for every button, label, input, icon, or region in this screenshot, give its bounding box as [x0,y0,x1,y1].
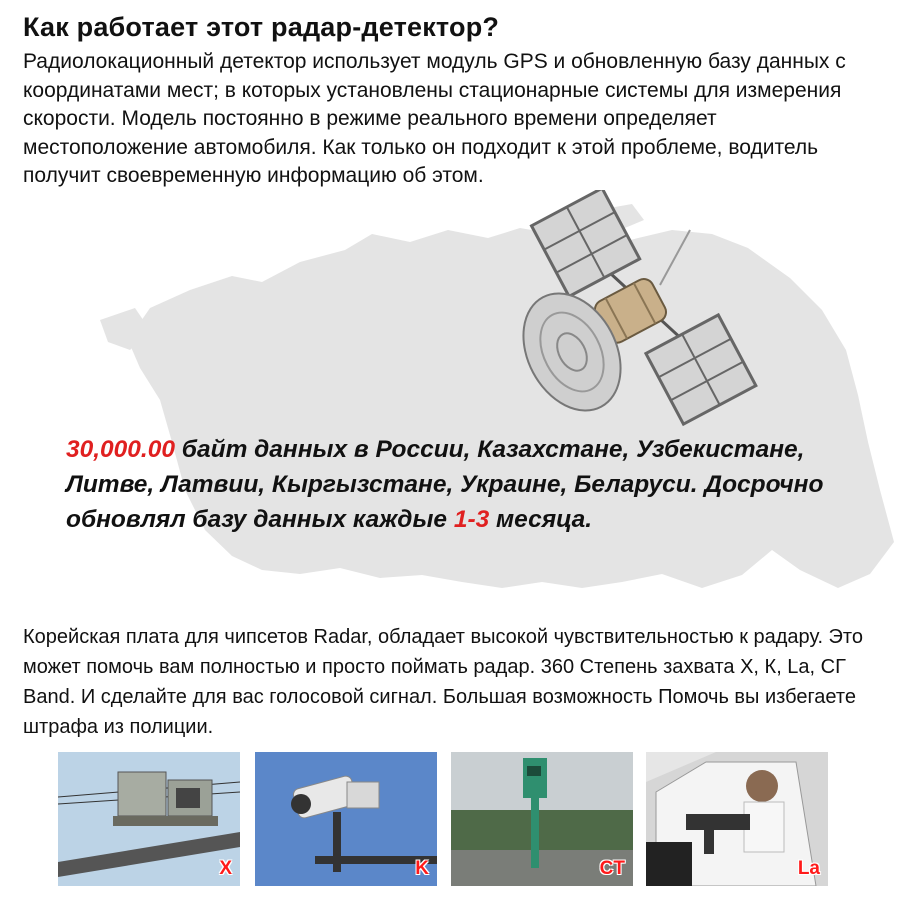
photo-la-band [646,752,828,886]
database-text-part-2: месяца. [489,506,593,533]
intro-paragraph: Радиолокационный детектор использует модуль GPS и обновленную базу данных с координатами мест; в которых установлены стационарные системы для измерения скорости. Модель постоянно в режиме реального времени определяет местоположение автомобиля. Как только он подходит к этой проблеме, водитель получит своевременную информацию об этом. [23,50,846,187]
band-label-ct: CT [599,858,625,879]
database-text-part-1: байт данных в России, Казахстане, Узбекистане, Литве, Латвии, Кыргызстане, Украине, Беларуси. Досрочно обновлял базу данных каждые [66,436,824,533]
photo-k-band [255,752,437,886]
band-label-k: K [415,858,429,879]
radar-band-photos [58,752,838,886]
update-interval: 1-3 [453,506,490,533]
photo-ct-band [451,752,633,886]
map-illustration [0,190,900,610]
band-label-x: X [219,858,232,879]
satellite-icon [0,190,900,610]
band-label-la: La [797,858,820,879]
photo-x-band [58,752,240,886]
database-count: 30,000.00 [66,436,175,463]
k-band-camera-image [255,752,437,886]
radar-board-paragraph: Корейская плата для чипсетов Radar, обладает высокой чувствительностью к радару. Это может помочь вам полностью и просто поймать радар. 360 Степень захвата X, К, La, СГ Band. И сделайте для вас голосовой сигнал. Большая возможность Помочь вы избегаете штрафа из полиции. [23,626,863,738]
database-coverage-text [66,432,896,537]
x-band-camera-image [58,752,240,886]
page-title: Как работает этот радар-детектор? [23,12,500,42]
